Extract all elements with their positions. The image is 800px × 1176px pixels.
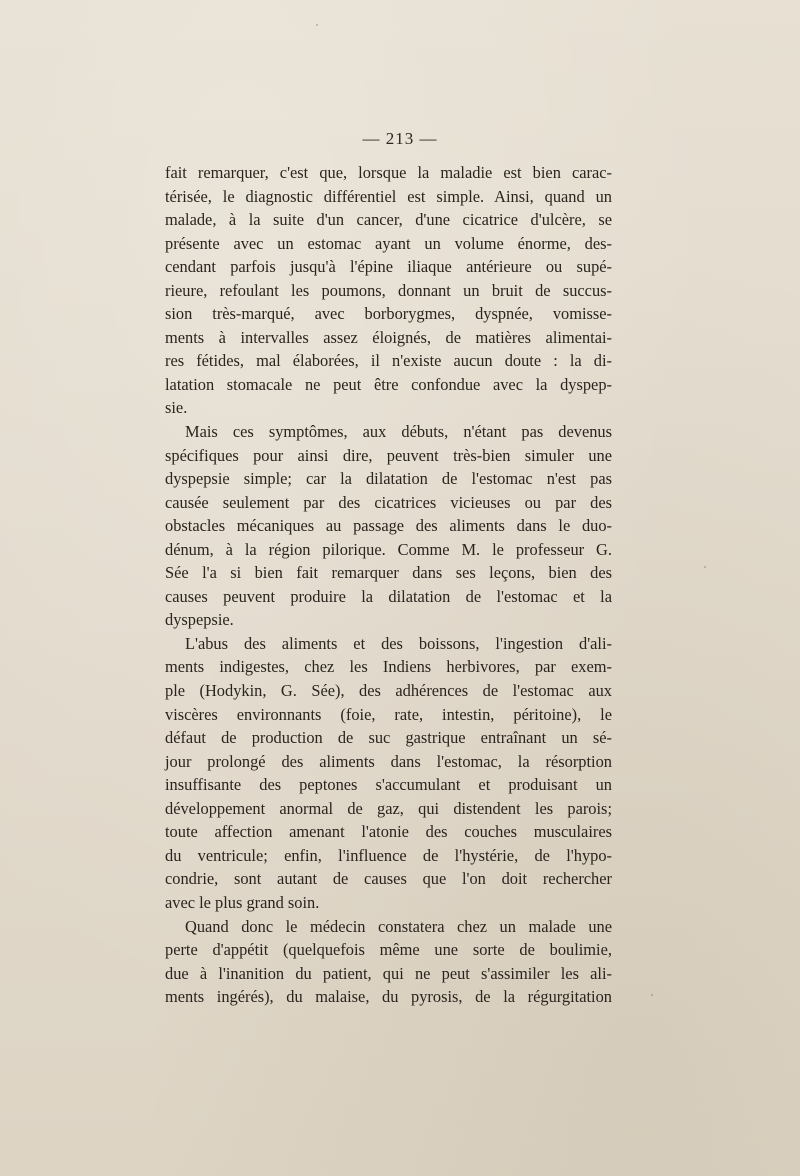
text-line: insuffisante des peptones s'accumulant et produisant un — [165, 775, 612, 795]
text-line: Mais ces symptômes, aux débuts, n'étant pas devenus — [185, 422, 612, 442]
page-number: — 213 — — [362, 129, 438, 148]
text-line: térisée, le diagnostic différentiel est simple. Ainsi, quand un — [165, 186, 612, 206]
text-line: jour prolongé des aliments dans l'estomac, la résorption — [165, 751, 612, 771]
text-line: dyspepsie. — [165, 610, 234, 630]
text-line: spécifiques pour ainsi dire, peuvent très-bien simuler une — [165, 445, 612, 465]
text-line: cendant parfois jusqu'à l'épine iliaque antérieure ou supé- — [165, 257, 612, 277]
text-line: due à l'inanition du patient, qui ne peut s'assimiler les ali- — [165, 963, 612, 983]
text-line: perte d'appétit (quelquefois même une sorte de boulimie, — [165, 940, 612, 960]
text-line: rieure, refoulant les poumons, donnant un bruit de succus- — [165, 280, 612, 300]
text-line: défaut de production de suc gastrique entraînant un sé- — [165, 728, 612, 748]
text-line: causée seulement par des cicatrices vicieuses ou par des — [165, 492, 612, 512]
text-line: causes peuvent produire la dilatation de l'estomac et la — [165, 586, 612, 606]
text-line: sion très-marqué, avec borborygmes, dyspnée, vomisse- — [165, 304, 612, 324]
text-line: Sée l'a si bien fait remarquer dans ses leçons, bien des — [165, 563, 612, 583]
text-line: malade, à la suite d'un cancer, d'une cicatrice d'ulcère, se — [165, 210, 612, 230]
text-line: dyspepsie simple; car la dilatation de l'estomac n'est pas — [165, 469, 612, 489]
text-line: développement anormal de gaz, qui distendent les parois; — [165, 798, 612, 818]
text-line: ments à intervalles assez éloignés, de matières alimentai- — [165, 327, 612, 347]
text-line: L'abus des aliments et des boissons, l'ingestion d'ali- — [185, 633, 612, 653]
text-line: du ventricule; enfin, l'influence de l'hystérie, de l'hypo- — [165, 845, 612, 865]
text-line: dénum, à la région pilorique. Comme M. le professeur G. — [165, 539, 612, 559]
text-line: ments ingérés), du malaise, du pyrosis, de la régurgitation — [165, 987, 612, 1007]
text-line: latation stomacale ne peut être confondue avec la dyspep- — [165, 374, 612, 394]
body-text — [165, 161, 612, 1009]
text-line: ments indigestes, chez les Indiens herbivores, par exem- — [165, 657, 612, 677]
text-line: condrie, sont autant de causes que l'on doit rechercher — [165, 869, 612, 889]
text-line: ple (Hodykin, G. Sée), des adhérences de l'estomac aux — [165, 681, 612, 701]
text-line: res fétides, mal élaborées, il n'existe aucun doute : la di- — [165, 351, 612, 371]
paper-speck — [651, 994, 653, 996]
text-line: viscères environnants (foie, rate, intestin, péritoine), le — [165, 704, 612, 724]
text-line: présente avec un estomac ayant un volume énorme, des- — [165, 233, 612, 253]
text-line: sie. — [165, 398, 188, 418]
paper-speck — [704, 566, 706, 568]
text-line: avec le plus grand soin. — [165, 892, 320, 912]
text-line: obstacles mécaniques au passage des aliments dans le duo- — [165, 516, 612, 536]
paper-speck — [316, 24, 318, 26]
text-line: Quand donc le médecin constatera chez un malade une — [185, 916, 612, 936]
text-line: toute affection amenant l'atonie des couches musculaires — [165, 822, 612, 842]
text-line: fait remarquer, c'est que, lorsque la maladie est bien carac- — [165, 163, 612, 182]
